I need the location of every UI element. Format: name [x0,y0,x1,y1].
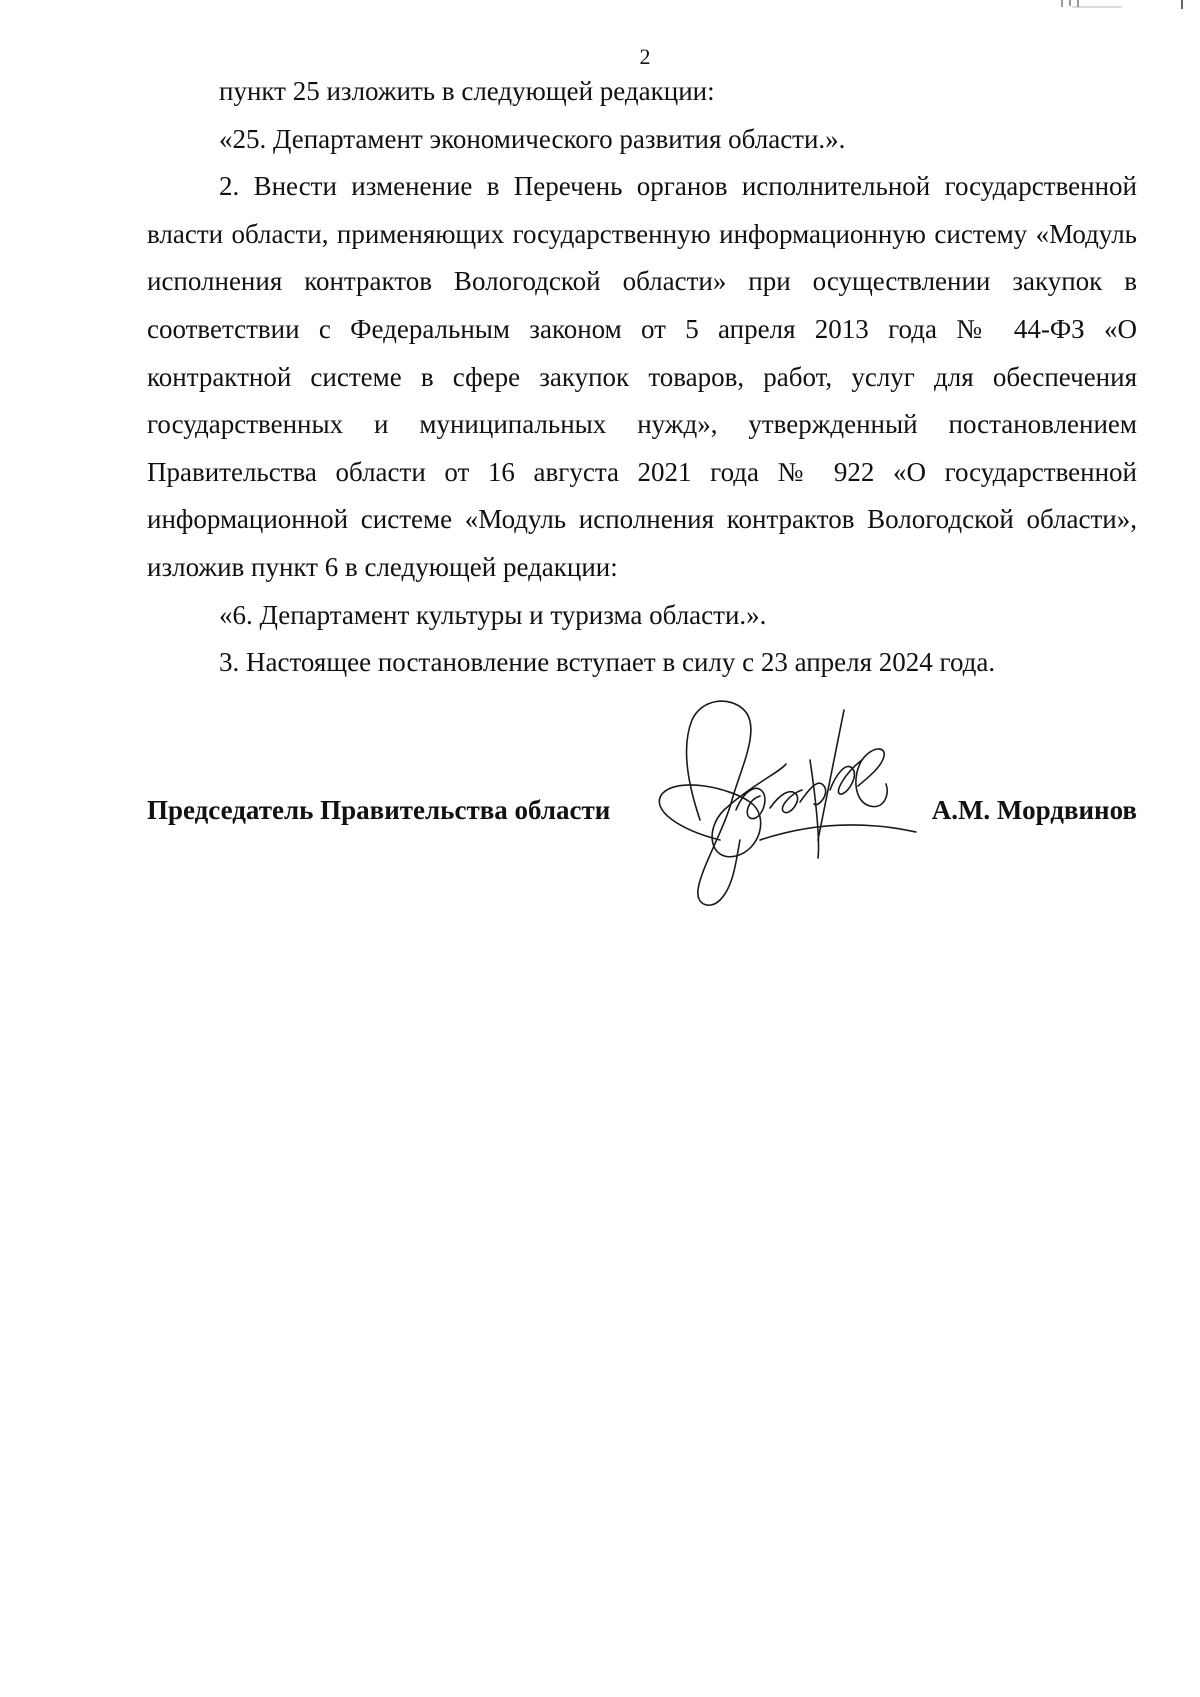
page-number: 2 [639,44,651,69]
paragraph: 2. Внести изменение в Перечень органов исполнительной государственной власти области, применяющих государственную информационную систему «Модуль исполнения контрактов Вологодской области» при осуществлении закупок в соответствии с Федеральным законом от 5 апреля 2013 года № 44-ФЗ «О контрактной системе в сфере закупок товаров, работ, услуг для обеспечения государственных и муниципальных нужд», утвержденный постановлением Правительства области от 16 августа 2021 года № 922 «О государственной информационной системе «Модуль исполнения контрактов Вологодской области», изложив пункт 6 в следующей редакции: [147,171,1137,582]
scan-edge-marks [1042,0,1192,10]
paragraph: пункт 25 изложить в следующей редакции: [219,76,715,106]
paragraph: «25. Департамент экономического развития области.». [219,123,846,154]
signature-block [147,790,1137,830]
signatory-title: Председатель Правительства области [147,795,611,825]
signatory-name: А.М. Мордвинов [931,795,1137,825]
paragraph: 3. Настоящее постановление вступает в силу с 23 апреля 2024 года. [219,647,996,678]
paragraph: «6. Департамент культуры и туризма области.». [219,599,767,630]
document-body [147,68,1137,687]
